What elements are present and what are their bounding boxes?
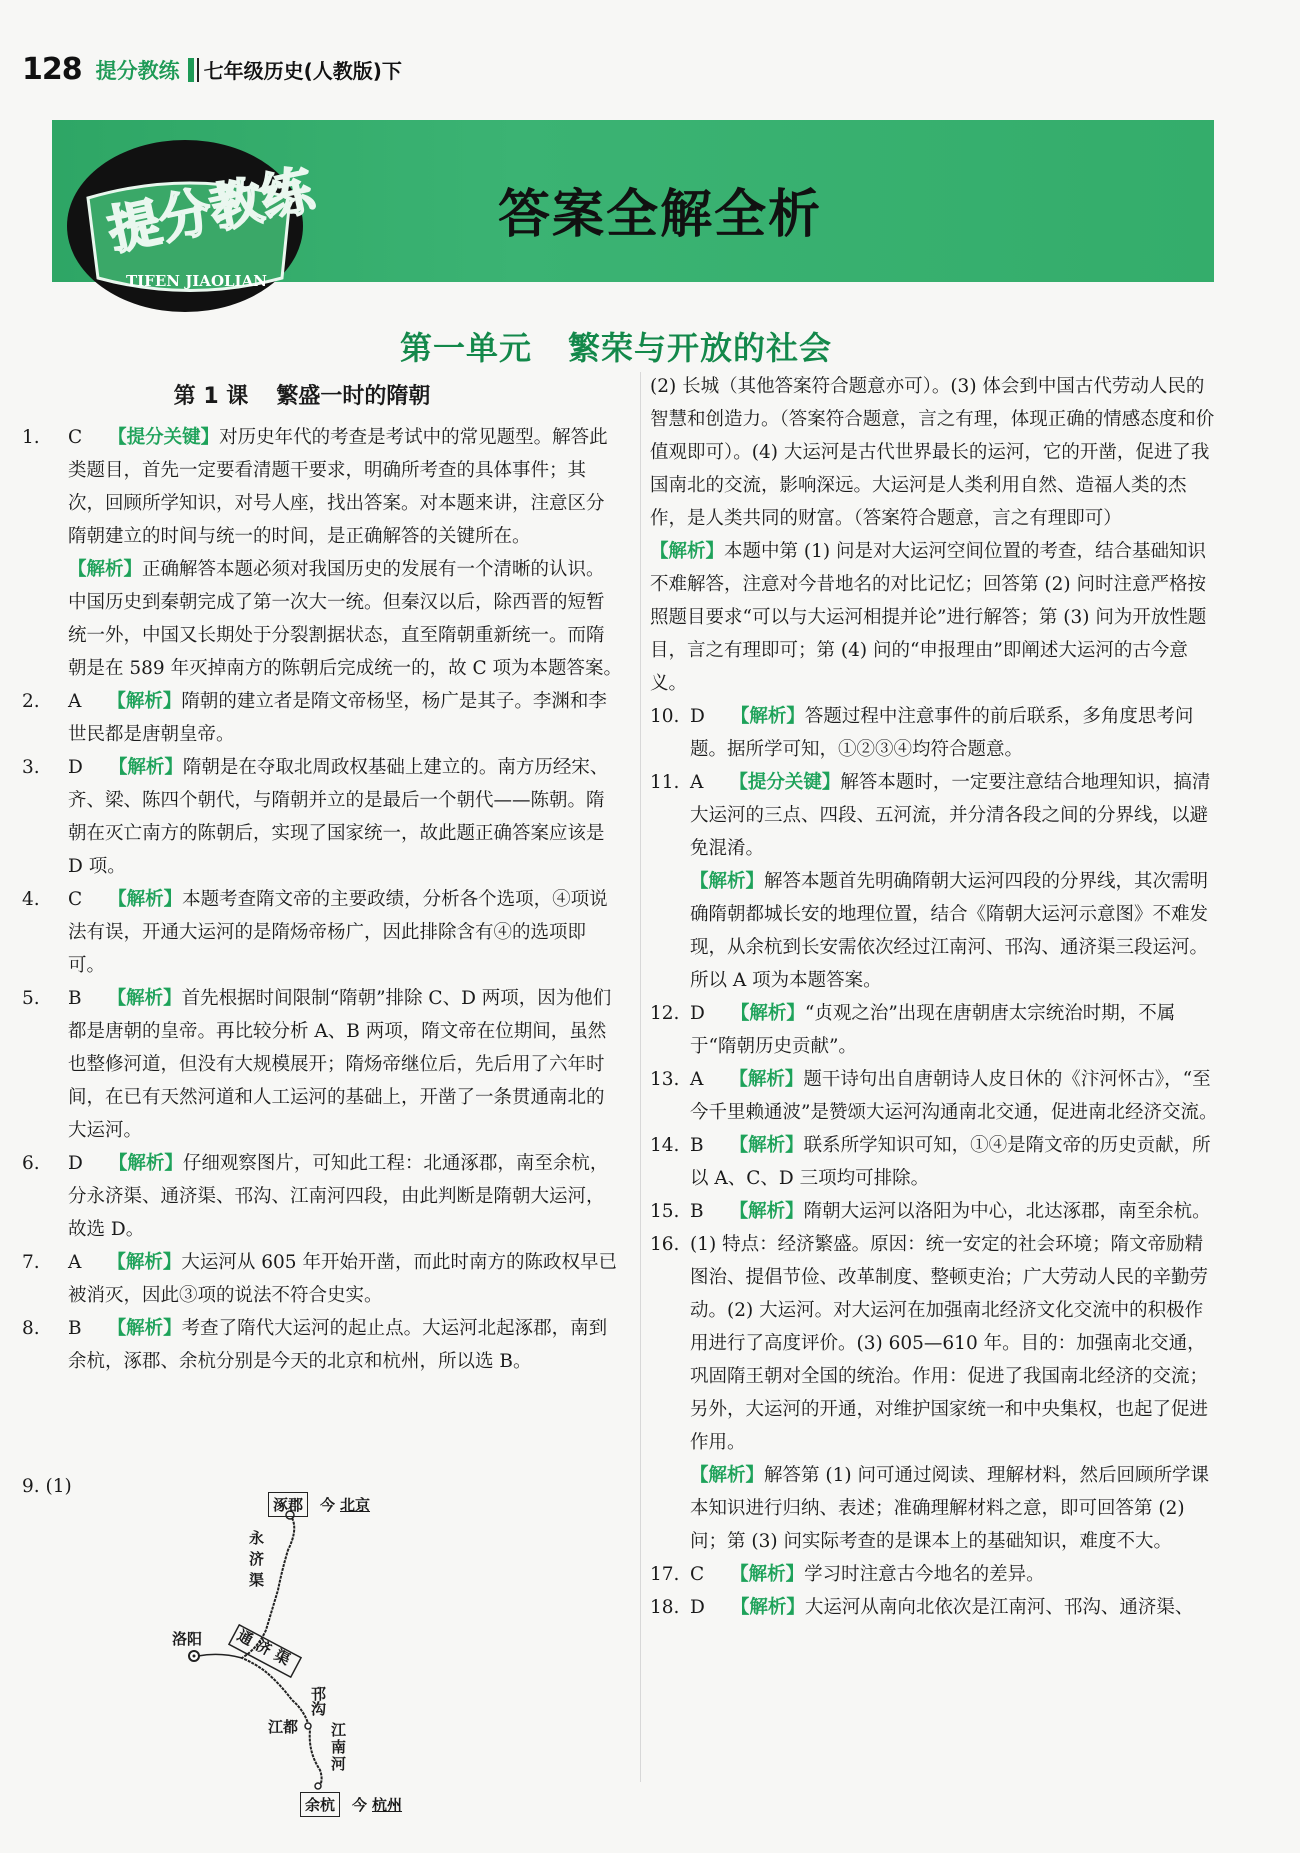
logo-pinyin: TIFEN JIAOLIAN (126, 272, 267, 290)
analysis-tag: 【解析】 (729, 1135, 804, 1156)
city-yuhang: 余杭 (300, 1792, 340, 1817)
analysis-text: 本题中第 (1) 问是对大运河空间位置的考查，结合基础知识不难解答，注意对今昔地名的对比记忆；回答第 (2) 问时注意严格按照题目要求“可以与大运河相提并论”进行解答；第 (3) 问为开放性题目，言之有理即可；第 (4) 问的“申报理由”即阐述大运河的古今意义。 (650, 541, 1207, 694)
grand-canal-map (172, 1490, 500, 1814)
analysis-tag: 【解析】 (107, 691, 182, 712)
answer-item-13 (650, 1063, 1220, 1129)
analysis-text: 隋朝的建立者是隋文帝杨坚，杨广是其子。李渊和李世民都是唐朝皇帝。 (68, 691, 607, 745)
city-luoyang: 洛阳 (172, 1630, 203, 1648)
item-answer: D (690, 1597, 705, 1618)
answer-item-18 (650, 1591, 1220, 1624)
item-answer: B (68, 1318, 82, 1339)
analysis-tag: 【解析】 (729, 1201, 804, 1222)
analysis-tag: 【解析】 (108, 1153, 183, 1174)
item-answer: D (690, 706, 705, 727)
item-number: 8. (22, 1318, 40, 1339)
analysis-tag: 【解析】 (730, 1003, 805, 1024)
analysis-tag: 【解析】 (730, 1564, 805, 1585)
item-number: 5. (22, 988, 40, 1009)
analysis-text: 仔细观察图片，可知此工程：北通涿郡，南至余杭，分永济渠、通济渠、邗沟、江南河四段，由此判断是隋朝大运河，故选 D。 (68, 1153, 609, 1240)
item-number: 10. (650, 706, 680, 727)
analysis-tag: 【解析】 (730, 1597, 805, 1618)
key-text: 对历史年代的考查是考试中的常见题型。解答此类题目，首先一定要看清题干要求，明确所考查的具体事件；其次，回顾所学知识，对号人座，找出答案。对本题来讲，注意区分隋朝建立的时间与统一的时间，是正确解答的关键所在。 (68, 427, 608, 547)
analysis-text: 联系所学知识可知，①④是隋文帝的历史贡献，所以 A、C、D 三项均可排除。 (690, 1135, 1211, 1189)
analysis-tag: 【解析】 (108, 889, 183, 910)
item-answer: D (68, 757, 83, 778)
item-answer: A (690, 1069, 704, 1090)
analysis-text: 大运河从南向北依次是江南河、邗沟、通济渠、 (804, 1597, 1194, 1618)
modern-hangzhou: 杭州 (372, 1796, 403, 1814)
unit-title (400, 323, 868, 369)
q9-answer-text: (2) 长城（其他答案符合题意亦可）。(3) 体会到中国古代劳动人民的智慧和创造力。（答案符合题意，言之有理，体现正确的情感态度和价值观即可）。(4) 大运河是古代世界最长的运河，它的开凿，促进了我国南北的交流，影响深远。大运河是人类利用自然、造福人类的杰作，是人类共同的财富。（答案符合题意，言之有理即可） (650, 376, 1215, 529)
subject-label: 七年级历史(人教版)下 (203, 59, 402, 83)
analysis-tag: 【解析】 (729, 1069, 804, 1090)
answer-item-4 (22, 883, 622, 982)
analysis-tag: 【解析】 (730, 706, 805, 727)
analysis-tag: 【解析】 (650, 541, 725, 562)
running-head (22, 52, 402, 87)
series-logo-icon (50, 128, 340, 318)
analysis-text: 学习时注意古今地名的差异。 (804, 1564, 1045, 1585)
lesson-title (22, 380, 622, 413)
lesson-label: 第 1 课 (173, 384, 249, 409)
canal-tongji: 通济渠 (234, 1626, 299, 1672)
item-answer: D (68, 1153, 83, 1174)
analysis-tag: 【解析】 (107, 988, 182, 1009)
canal-jiangnan: 江南河 (329, 1722, 347, 1773)
answer-item-15 (650, 1195, 1220, 1228)
item-text: (1) 特点：经济繁盛。原因：统一安定的社会环境；隋文帝励精图治、提倡节俭、改革制度、整顿吏治；广大劳动人民的辛勤劳动。(2) 大运河。对大运河在加强南北经济文化交流中的积极作用进行了高度评价。(3) 605—610 年。目的：加强南北交通，巩固隋王朝对全国的统治。作用：促进了我国南北经济的交流；另外，大运河的开通，对维护国家统一和中央集权，也起了促进作用。 (690, 1234, 1209, 1453)
answer-item-7 (22, 1246, 622, 1312)
analysis-tag: 【解析】 (107, 1318, 182, 1339)
answer-item-8 (22, 1312, 622, 1378)
item-number: 12. (650, 1003, 680, 1024)
item-number: 9. (22, 1476, 40, 1497)
item-number: 6. (22, 1153, 40, 1174)
analysis-text: 首先根据时间限制“隋朝”排除 C、D 两项，因为他们都是唐朝的皇帝。再比较分析 A、B 两项，隋文帝在位期间，虽然也整修河道，但没有大规模展开；隋炀帝继位后，先后用了六年时间，在已有天然河道和人工运河的基础上，开凿了一条贯通南北的大运河。 (68, 988, 612, 1141)
answer-item-17 (650, 1558, 1220, 1591)
answer-item-6 (22, 1147, 622, 1246)
answer-item-12 (650, 997, 1220, 1063)
analysis-text: 考查了隋代大运河的起止点。大运河北起涿郡，南到余杭，涿郡、余杭分别是今天的北京和杭州，所以选 B。 (68, 1318, 608, 1372)
logo-text: 提分教练 (103, 160, 319, 263)
divider-line (197, 58, 199, 82)
item-number: 14. (650, 1135, 680, 1156)
analysis-text: 大运河从 605 年开始开凿，而此时南方的陈政权早已被消灭，因此③项的说法不符合史实。 (68, 1252, 617, 1306)
analysis-tag: 【解析】 (107, 1252, 182, 1273)
left-column (22, 380, 622, 1378)
item-number: 13. (650, 1069, 680, 1090)
item-answer: C (690, 1564, 705, 1585)
item-number: 4. (22, 889, 40, 910)
answer-item-9 (22, 1476, 72, 1497)
column-divider (640, 372, 641, 1782)
key-text: 解答本题时，一定要注意结合地理知识，搞清大运河的三点、四段、五河流，并分清各段之间的分界线，以避免混淆。 (690, 772, 1211, 859)
canal-hangou: 邗沟 (309, 1686, 327, 1716)
analysis-text: 正确解答本题必须对我国历史的发展有一个清晰的认识。中国历史到秦朝完成了第一次大一统。但秦汉以后，除西晋的短暂统一外，中国又长期处于分裂割据状态，直至隋朝重新统一。而隋朝是在 589 年灭掉南方的陈朝后完成统一的，故 C 项为本题答案。 (68, 559, 622, 679)
item-number: 3. (22, 757, 40, 778)
modern-beijing: 北京 (340, 1496, 371, 1514)
item-number: 2. (22, 691, 40, 712)
analysis-tag: 【解析】 (68, 559, 143, 580)
analysis-tag: 【解析】 (108, 757, 183, 778)
item-answer: B (68, 988, 82, 1009)
item-answer: D (690, 1003, 705, 1024)
modern-prefix: 今 (320, 1496, 336, 1514)
analysis-text: 本题考查隋文帝的主要政绩，分析各个选项，④项说法有误，开通大运河的是隋炀帝杨广，因此排除含有④的选项即可。 (68, 889, 608, 976)
analysis-text: “贞观之治”出现在唐朝唐太宗统治时期，不属于“隋朝历史贡献”。 (690, 1003, 1176, 1057)
item-number: 15. (650, 1201, 680, 1222)
key-tag: 【提分关键】 (108, 427, 220, 448)
divider-bar (188, 58, 194, 82)
item-number: 17. (650, 1564, 680, 1585)
item-answer: A (690, 772, 704, 793)
analysis-text: 解答第 (1) 问可通过阅读、理解材料，然后回顾所学课本知识进行归纳、表述；准确理解材料之意，即可回答第 (2) 问；第 (3) 问实际考查的是课本上的基础知识，难度不大。 (690, 1465, 1209, 1552)
modern-prefix: 今 (352, 1796, 368, 1814)
series-name: 提分教练 (95, 58, 180, 83)
item-number: 7. (22, 1252, 40, 1273)
q9-continuation (650, 370, 1220, 700)
item-number: 1. (22, 427, 40, 448)
item-answer: C (68, 889, 83, 910)
canal-yongji: 永济渠 (247, 1530, 265, 1593)
item-answer: C (68, 427, 83, 448)
city-zhuojun: 涿郡 (268, 1492, 308, 1517)
unit-label: 第一单元 (400, 329, 533, 367)
analysis-text: 隋朝是在夺取北周政权基础上建立的。南方历经宋、齐、梁、陈四个朝代，与隋朝并立的是最后一个朝代——陈朝。隋朝在灭亡南方的陈朝后，实现了国家统一，故此题正确答案应该是 D 项。 (68, 757, 609, 877)
unit-name: 繁荣与开放的社会 (568, 329, 833, 367)
lesson-name: 繁盛一时的隋朝 (276, 384, 431, 409)
item-answer: B (690, 1135, 704, 1156)
item-number: 18. (650, 1597, 680, 1618)
answer-item-16 (650, 1228, 1220, 1558)
answer-item-5 (22, 982, 622, 1147)
analysis-text: 隋朝大运河以洛阳为中心，北达涿郡，南至余杭。 (803, 1201, 1211, 1222)
city-jiangdu: 江都 (268, 1718, 299, 1736)
part-label: (1) (45, 1476, 72, 1497)
analysis-text: 答题过程中注意事件的前后联系，多角度思考问题。据所学可知，①②③④均符合题意。 (690, 706, 1194, 760)
answer-item-10 (650, 700, 1220, 766)
right-column (650, 370, 1220, 1624)
analysis-text: 题干诗句出自唐朝诗人皮日休的《汴河怀古》，“至今千里赖通波”是赞颂大运河沟通南北交通，促进南北经济交流。 (690, 1069, 1218, 1123)
item-answer: A (68, 691, 82, 712)
answer-item-2 (22, 685, 622, 751)
page-number: 128 (22, 52, 82, 87)
banner-title: 答案全解全析 (498, 185, 823, 245)
analysis-tag: 【解析】 (690, 871, 765, 892)
analysis-text: 解答本题首先明确隋朝大运河四段的分界线，其次需明确隋朝都城长安的地理位置，结合《隋朝大运河示意图》不难发现，从余杭到长安需依次经过江南河、邗沟、通济渠三段运河。所以 A 项为本题答案。 (690, 871, 1209, 991)
item-number: 11. (650, 772, 680, 793)
answer-item-3 (22, 751, 622, 883)
answer-item-14 (650, 1129, 1220, 1195)
item-answer: A (68, 1252, 82, 1273)
item-number: 16. (650, 1234, 680, 1255)
key-tag: 【提分关键】 (729, 772, 841, 793)
answer-item-11 (650, 766, 1220, 997)
analysis-tag: 【解析】 (690, 1465, 765, 1486)
answer-item-1 (22, 421, 622, 685)
item-answer: B (690, 1201, 704, 1222)
